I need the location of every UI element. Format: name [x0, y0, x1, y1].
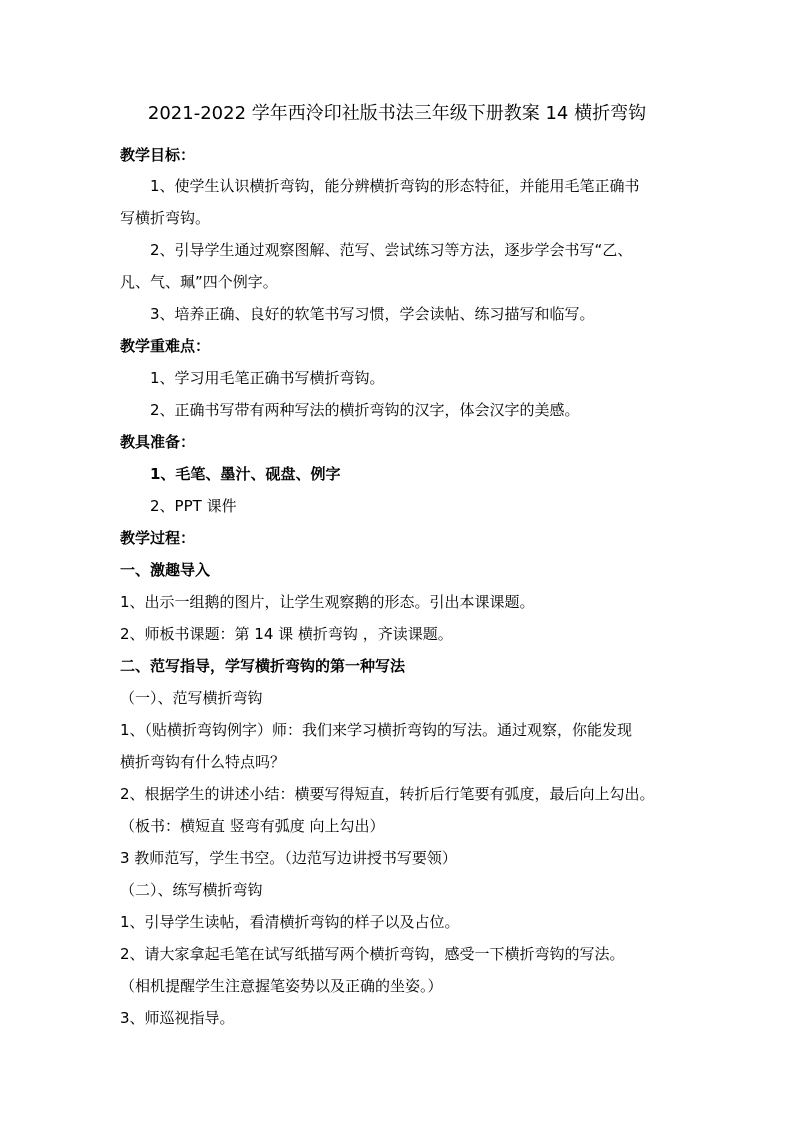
paragraph-line: （一）、范写横折弯钩	[120, 689, 263, 707]
paragraph-line: 2、PPT 课件	[150, 497, 237, 515]
section-heading-process: 教学过程：	[120, 529, 196, 547]
paragraph-line: 1、学习用毛笔正确书写横折弯钩。	[150, 369, 385, 387]
paragraph-line: 凡、气、珮”四个例字。	[120, 273, 278, 291]
paragraph-line: 3、师巡视指导。	[120, 1009, 235, 1027]
paragraph-line: 3 教师范写，学生书空。（边范写边讲授书写要领）	[120, 849, 457, 867]
paragraph-line: 2、请大家拿起毛笔在试写纸描写两个横折弯钩，感受一下横折弯钩的写法。	[120, 945, 625, 963]
paragraph-line: 2、正确书写带有两种写法的横折弯钩的汉字，体会汉字的美感。	[150, 401, 580, 419]
paragraph-line: 2、师板书课题：第 14 课 横折弯钩 ，齐读课题。	[120, 625, 453, 643]
subsection-heading: 一、激趣导入	[120, 561, 211, 579]
section-heading-key-points: 教学重难点：	[120, 337, 211, 355]
paragraph-line: 1、出示一组鹅的图片，让学生观察鹅的形态。引出本课课题。	[120, 593, 535, 611]
paragraph-line: 1、（贴横折弯钩例字）师：我们来学习横折弯钩的写法。通过观察，你能发现	[120, 721, 633, 739]
paragraph-line: （二）、练写横折弯钩	[120, 881, 263, 899]
section-heading-objectives: 教学目标：	[120, 146, 196, 164]
paragraph-line: 1、使学生认识横折弯钩，能分辨横折弯钩的形态特征，并能用毛笔正确书	[150, 177, 640, 195]
paragraph-line: 1、毛笔、墨汁、砚盘、例字	[150, 465, 341, 483]
paragraph-line: （板书：横短直 竖弯有弧度 向上勾出）	[120, 817, 385, 835]
subsection-heading: 二、范写指导，学写横折弯钩的第一种写法	[120, 657, 406, 675]
paragraph-line: 3、培养正确、良好的软笔书写习惯，学会读帖、练习描写和临写。	[150, 305, 595, 323]
paragraph-line: 2、引导学生通过观察图解、范写、尝试练习等方法，逐步学会书写“乙、	[150, 241, 633, 259]
paragraph-line: 横折弯钩有什么特点吗？	[120, 753, 286, 771]
paragraph-line: （相机提醒学生注意握笔姿势以及正确的坐姿。）	[120, 977, 443, 995]
paragraph-line: 2、根据学生的讲述小结：横要写得短直，转折后行笔要有弧度，最后向上勾出。	[120, 785, 655, 803]
paragraph-line: 写横折弯钩。	[120, 209, 211, 227]
document-title: 2021-2022 学年西泠印社版书法三年级下册教案 14 横折弯钩	[147, 103, 647, 124]
paragraph-line: 1、引导学生读帖，看清横折弯钩的样子以及占位。	[120, 913, 460, 931]
section-heading-materials: 教具准备：	[120, 433, 196, 451]
